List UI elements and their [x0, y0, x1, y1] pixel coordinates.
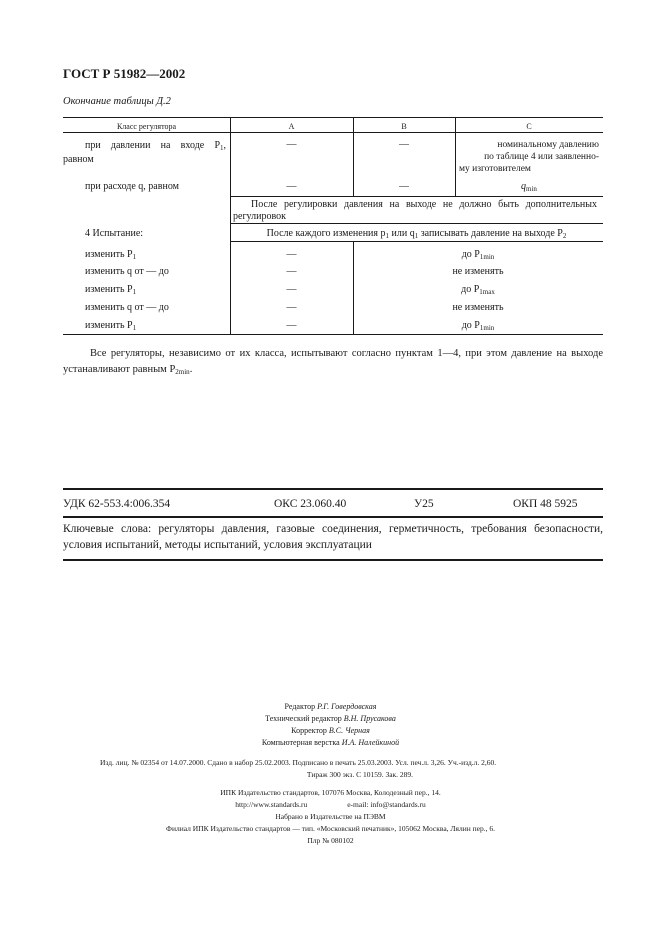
row-inlet-pressure-b: — — [399, 139, 409, 150]
license-info: Изд. лиц. № 02354 от 14.07.2000. Сдано в набор 25.02.2003. Подписано в печать 25.03.2003. Усл. печ.л. 3,26. Уч.-изд.л. 2,60. Тираж 300 экз. С 10159. Зак. 289. — [100, 758, 497, 779]
row-change-p1-final-label: изменить $P_1$ — [85, 320, 137, 332]
row-change-q-bc: не изменять — [452, 266, 504, 277]
tech-editor-line: Технический редактор В.Н. Прусакова — [265, 714, 396, 723]
col-header-c: C — [526, 122, 532, 131]
okp-code: ОКП 48 5925 — [513, 498, 578, 510]
row-change-p1-label: изменить $P_1$ — [85, 249, 137, 261]
row-flow-rate-c: $q_{min}$ — [521, 181, 537, 193]
row-inlet-pressure-label: при давлении на входе $P_1$, равном — [63, 140, 226, 165]
row-flow-rate-label: при расходе q, равном — [85, 181, 179, 192]
row-adjustment-note: После регулировки давления на выходе не должно быть дополнительных регулировок — [233, 199, 597, 222]
row-change-p1-max-label: изменить $P_1$ — [85, 284, 137, 296]
row-change-q-a: — — [286, 266, 297, 277]
credits — [0, 701, 661, 749]
site-link: http://www.standards.ru — [235, 800, 308, 809]
standard-header: ГОСТ Р 51982—2002 — [63, 66, 186, 81]
row-change-p1-final-bc: до $P_{1min}$ — [461, 320, 495, 332]
test-paragraph: Все регуляторы, независимо от их класса, испытывают согласно пунктам 1—4, при этом давление на выходе устанавливают равным $P_{2min}$. — [63, 348, 603, 376]
table-caption: Окончание таблицы Д.2 — [63, 96, 171, 107]
row-change-p1-max-a: — — [286, 284, 297, 295]
row-change-p1-final-a: — — [286, 320, 297, 331]
u-code: У25 — [414, 498, 434, 510]
row-change-p1-max-bc: до $P_{1max}$ — [461, 284, 495, 296]
row-change-q2-bc: не изменять — [452, 302, 504, 313]
email-link: e-mail: info@standards.ru — [347, 800, 426, 809]
regulator-table — [63, 117, 603, 335]
row-flow-rate-a: — — [286, 181, 297, 192]
row-change-q2-label: изменить q от — до — [85, 302, 169, 313]
bottom-rule — [63, 559, 603, 561]
row-change-q2-a: — — [286, 302, 297, 313]
oks-code: ОКС 23.060.40 — [274, 498, 347, 510]
row-test-note: После каждого изменения $p_1$ или $q_1$ записывать давление на выходе $P_2$ — [266, 228, 567, 240]
col-header-class: Класс регулятора — [116, 122, 177, 131]
corrector-line: Корректор В.С. Черная — [291, 726, 370, 735]
layout-line: Компьютерная верстка И.А. Налейкиной — [261, 738, 400, 747]
row-change-p1-bc: до $P_{1min}$ — [461, 249, 495, 261]
row-test-label: 4 Испытание: — [85, 228, 144, 239]
col-header-b: B — [401, 122, 407, 131]
imprint: ИПК Издательство стандартов, 107076 Москва, Колодезный пер., 14. http://www.standards.ru e-mail: info@standards.ru Набрано в Издательстве на ПЭВМ Филиал ИПК Издательство стандартов — тип. «Московский печатник», 105062 Москва, Лялин пер., 6. Плр № 080102 — [166, 788, 495, 845]
row-inlet-pressure-c: номинальному давлению по таблице 4 или заявленно- му изготовителем — [459, 140, 599, 174]
row-flow-rate-b: — — [399, 181, 409, 192]
editor-line: Редактор Р.Г. Говердовская — [284, 702, 377, 711]
keywords: Ключевые слова: регуляторы давления, газовые соединения, герметичность, требования безопасности, условия испытаний, методы испытаний, условия эксплуатации — [63, 523, 603, 551]
row-change-q-label: изменить q от — до — [85, 266, 169, 277]
middle-rule — [63, 516, 603, 518]
udk-code: УДК 62-553.4:006.354 — [63, 498, 171, 510]
top-rule — [63, 488, 603, 490]
col-header-a: A — [288, 122, 295, 131]
row-change-p1-a: — — [286, 249, 297, 260]
row-inlet-pressure-a: — — [286, 139, 297, 150]
